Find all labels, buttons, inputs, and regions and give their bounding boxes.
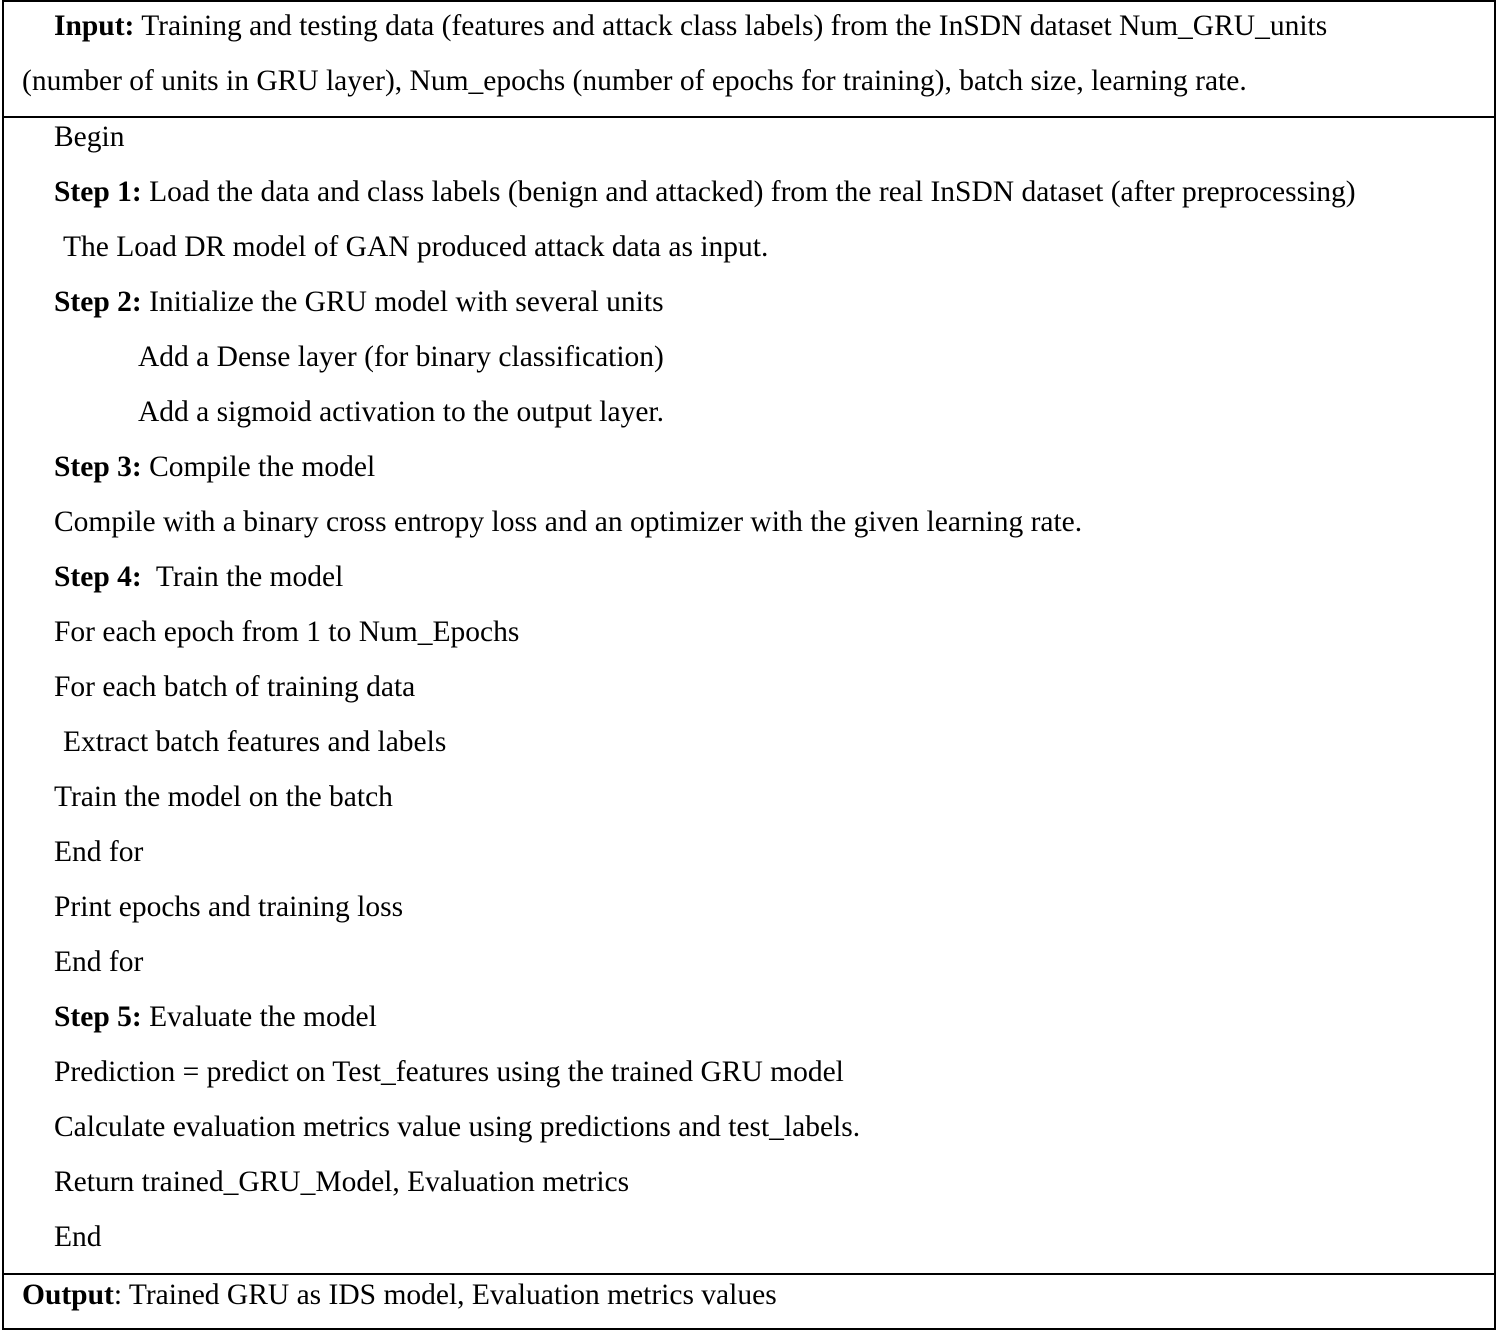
step3-line: [54, 447, 375, 487]
step4-sub6-text: Print epochs and training loss: [54, 891, 404, 923]
step4-sub3-line: [63, 722, 446, 762]
step5-sub2-text: Calculate evaluation metrics value using predictions and test_labels.: [54, 1111, 861, 1143]
step4-label: Step 4:: [54, 561, 142, 593]
step5-sub1-text: Prediction = predict on Test_features using the trained GRU model: [54, 1056, 844, 1088]
step1-label: Step 1:: [54, 176, 142, 208]
output-text: : Trained GRU as IDS model, Evaluation metrics values: [113, 1279, 777, 1311]
step1-text: Load the data and class labels (benign and attacked) from the real InSDN dataset (after preprocessing): [141, 176, 1356, 208]
output-label: Output: [22, 1279, 114, 1311]
step1-line: [54, 172, 1356, 212]
step1-sub-text: The Load DR model of GAN produced attack data as input.: [63, 231, 769, 263]
step2-sub1-line: [138, 337, 664, 377]
step4-sub1-line: [54, 612, 519, 652]
divider-top: [4, 116, 1494, 118]
step2-sub2-line: [138, 392, 664, 432]
step2-line: [54, 282, 664, 322]
step3-sub-text: Compile with a binary cross entropy loss and an optimizer with the given learning rate.: [54, 506, 1083, 538]
output-line: [22, 1275, 777, 1315]
step3-text: Compile the model: [141, 451, 376, 483]
begin-text: Begin: [54, 121, 125, 153]
step2-label: Step 2:: [54, 286, 142, 318]
step5-sub1-line: [54, 1052, 844, 1092]
step2-sub1-text: Add a Dense layer (for binary classification): [138, 341, 664, 373]
step3-label: Step 3:: [54, 451, 142, 483]
step5-sub3-line: [54, 1162, 629, 1202]
step4-sub5-line: [54, 832, 143, 872]
step5-label: Step 5:: [54, 1001, 142, 1033]
step2-sub2-text: Add a sigmoid activation to the output layer.: [138, 396, 664, 428]
step5-sub3-text: Return trained_GRU_Model, Evaluation metrics: [54, 1166, 630, 1198]
step5-line: [54, 997, 377, 1037]
step4-line: [54, 557, 343, 597]
step4-sub5-text: End for: [54, 836, 144, 868]
step4-text: Train the model: [141, 561, 344, 593]
step3-sub-line: [54, 502, 1082, 542]
step4-sub3-text: Extract batch features and labels: [63, 726, 447, 758]
end-line: [54, 1217, 102, 1257]
step2-text: Initialize the GRU model with several units: [141, 286, 664, 318]
step4-sub7-line: [54, 942, 143, 982]
step4-sub2-text: For each batch of training data: [54, 671, 416, 703]
step4-sub4-text: Train the model on the batch: [54, 781, 393, 813]
step4-sub1-text: For each epoch from 1 to Num_Epochs: [54, 616, 520, 648]
input-line-2: [22, 61, 1247, 101]
input-line-1: [54, 6, 1327, 46]
step1-sub-line: [63, 227, 768, 267]
step4-sub2-line: [54, 667, 415, 707]
input-text-1: Training and testing data (features and attack class labels) from the InSDN dataset Num_GRU_units: [134, 10, 1328, 42]
input-label: Input:: [54, 10, 135, 42]
input-text-2: (number of units in GRU layer), Num_epochs (number of epochs for training), batch size, learning rate.: [22, 65, 1247, 97]
step4-sub7-text: End for: [54, 946, 144, 978]
step4-sub4-line: [54, 777, 393, 817]
algorithm-box: [2, 0, 1496, 1330]
step5-sub2-line: [54, 1107, 860, 1147]
step5-text: Evaluate the model: [141, 1001, 377, 1033]
begin-line: [54, 117, 124, 157]
step4-sub6-line: [54, 887, 403, 927]
end-text: End: [54, 1221, 102, 1253]
